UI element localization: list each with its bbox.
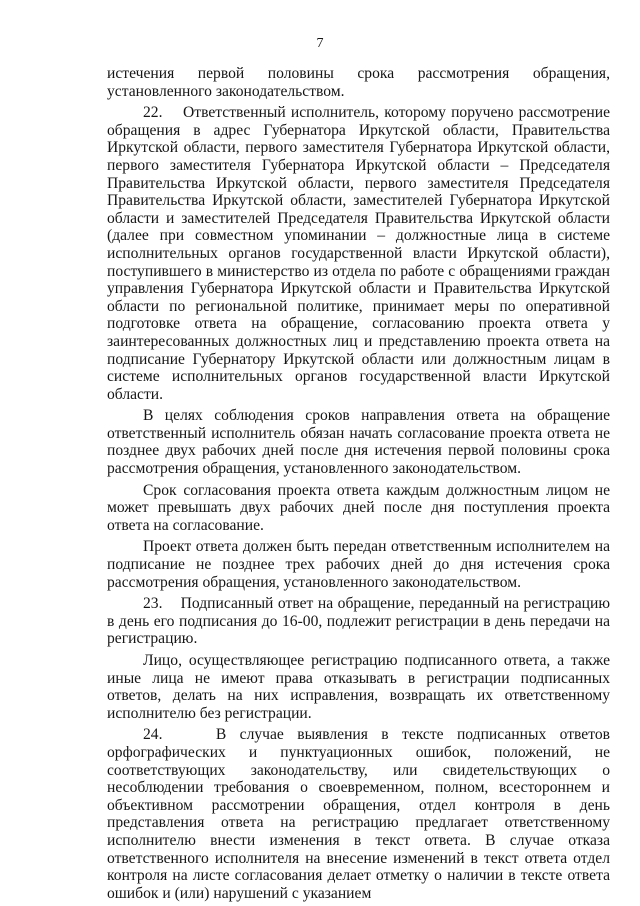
scan-footer-artifact: [0, 896, 340, 905]
paragraph-22: 22. Ответственный исполнитель, которому поручено рассмотрение обращения в адрес Губернатора Иркутской области, Правительства Иркутской области, первого заместителя Губернатора Иркутской области, первого заместителя Губернатора Иркутской области – Председателя Правительства Иркутской области, первого заместителя Председателя Правительства Иркутской области, заместителей Губернатора Иркутской области и заместителей Председателя Правительства Иркутской области (далее при совместном упоминании – должностные лица в системе исполнительных органов государственной власти Иркутской области), поступившего в министерство из отдела по работе с обращениями граждан управления Губернатора Иркутской области и Правительства Иркутской области по региональной политике, принимает меры по оперативной подготовке ответа на обращение, согласованию проекта ответа у заинтересованных должностных лиц и представлению проекта ответа на подписание Губернатору Иркутской области или должностным лицам в системе исполнительных органов государственной власти Иркутской области.: [107, 104, 610, 403]
paragraph-23: 23. Подписанный ответ на обращение, переданный на регистрацию в день его подписания до 16-00, подлежит регистрации в день передачи на регистрацию.: [107, 595, 610, 648]
paragraph-signing-transfer: Проект ответа должен быть передан ответственным исполнителем на подписание не позднее трех рабочих дней до дня истечения срока рассмотрения обращения, установленного законодательством.: [107, 538, 610, 591]
document-body: [107, 65, 610, 906]
paragraph-continuation: истечения первой половины срока рассмотрения обращения, установленного законодательством.: [107, 65, 610, 100]
page-number: 7: [316, 36, 324, 51]
paragraph-24: 24. В случае выявления в тексте подписанных ответов орфографических и пунктуационных ошибок, положений, не соответствующих законодательству, или свидетельствующих о несоблюдении требования о своевременном, полном, всестороннем и объективном рассмотрении обращения, отдел контроля в день представления ответа на регистрацию предлагает ответственному исполнителю внести изменения в текст ответа. В случае отказа ответственного исполнителя на внесение изменений в текст ответа отдел контроля на листе согласования делает отметку о наличии в тексте ответа ошибок и (или) нарушений с указанием: [107, 726, 610, 902]
paragraph-deadlines: В целях соблюдения сроков направления ответа на обращение ответственный исполнитель обязан начать согласование проекта ответа не позднее двух рабочих дней после дня истечения первой половины срока рассмотрения обращения, установленного законодательством.: [107, 407, 610, 478]
paragraph-registration-rules: Лицо, осуществляющее регистрацию подписанного ответа, а также иные лица не имеют права отказывать в регистрации подписанных ответов, делать на них исправления, возвращать их ответственному исполнителю без регистрации.: [107, 652, 610, 722]
paragraph-approval-term: Срок согласования проекта ответа каждым должностным лицом не может превышать двух рабочих дней после дня поступления проекта ответа на согласование.: [107, 481, 610, 534]
